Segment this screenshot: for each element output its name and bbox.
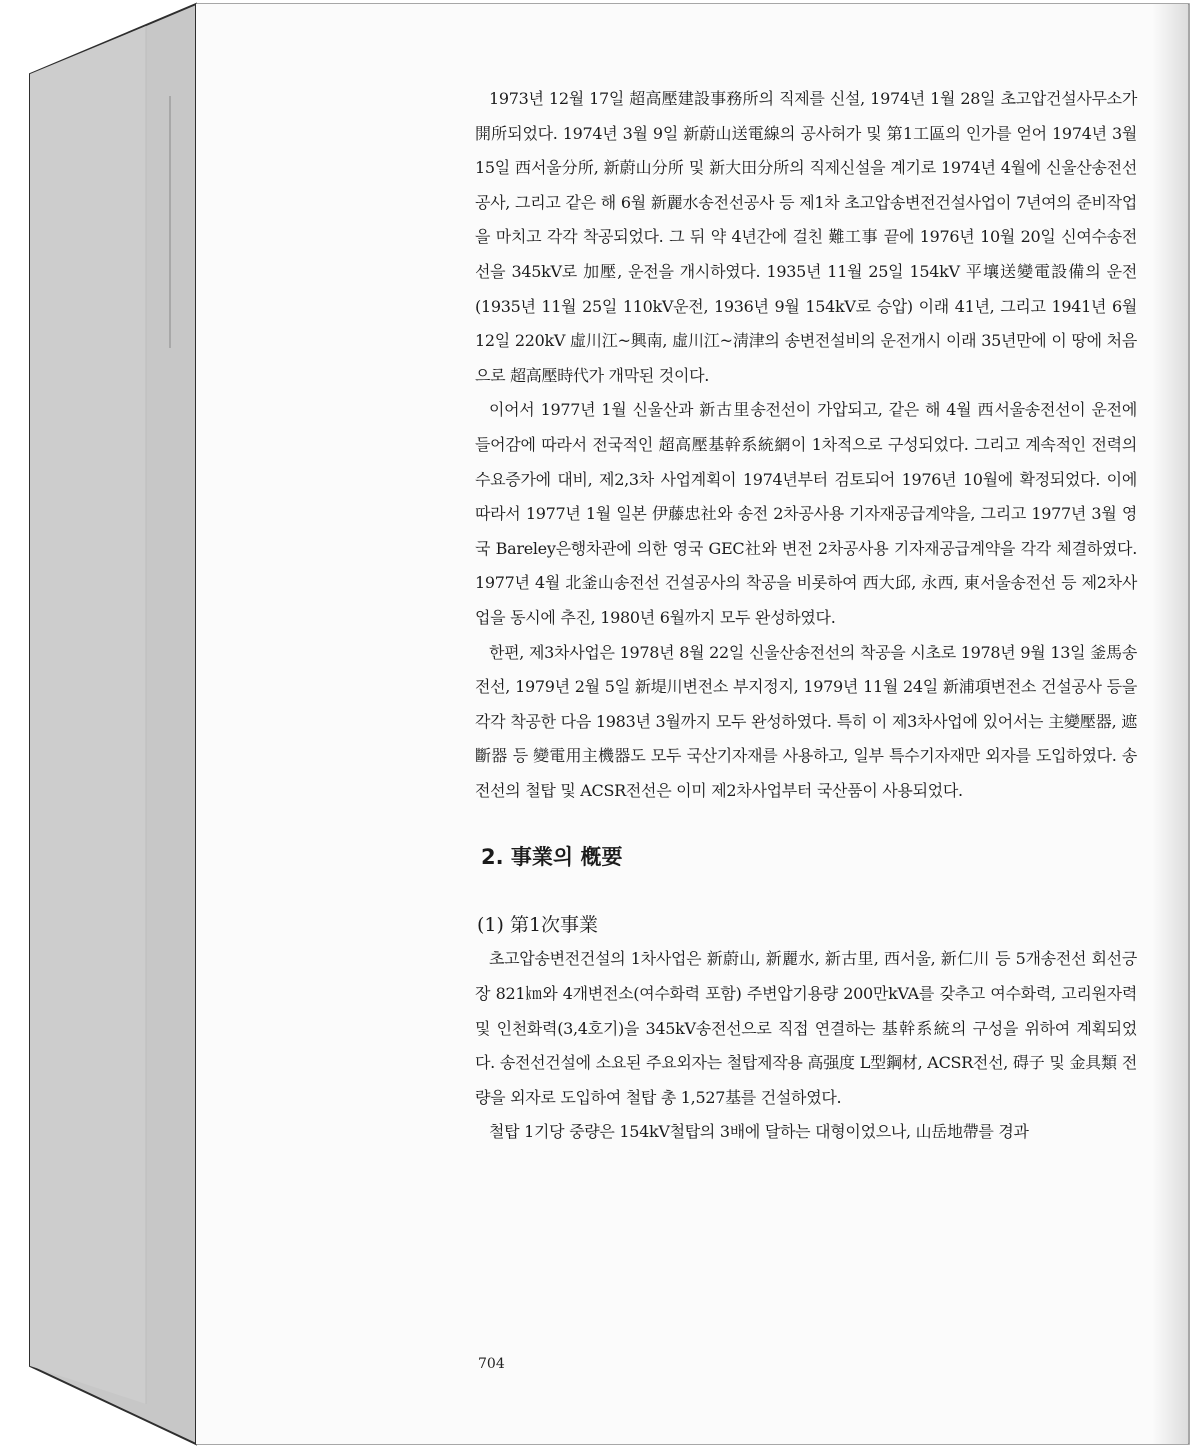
paragraph-5: 철탑 1기당 중량은 154kV철탑의 3배에 달하는 대형이었으나, 山岳地帶를 경과 [489,1122,1029,1142]
subsection-heading: (1) 第1次事業 [477,914,599,937]
paragraph-2: 이어서 1977년 1월 신울산과 新古里송전선이 가압되고, 같은 해 4월 西서울송전선이 운전에 들어감에 따라서 전국적인 超高壓基幹系統網이 1차적으로 구성되었다. 그리고 계속적인 전력의 수요증가에 대비, 제2,3차 사업계획이 1974년부터 검토되어 1976년 10월에 확정되었다. 이에 따라서 1977년 1월 일본 伊藤忠社와 송전 2차공사용 기자재공급계약을, 그리고 1977년 3월 영국 Bareley은행차관에 의한 영국 GEC社와 변전 2차공사용 기자재공급계약을 각각 체결하였다. 1977년 4월 北釜山송전선 건설공사의 착공을 비롯하여 西大邱, 永西, 東서울송전선 등 제2차사업을 동시에 추진, 1980년 6월까지 모두 완성하였다. [475,400,1137,627]
paragraph-4: 초고압송변전건설의 1차사업은 新蔚山, 新麗水, 新古里, 西서울, 新仁川 등 5개송전선 회선긍장 821㎞와 4개변전소(여수화력 포함) 주변압기용량 200만kVA를 갖추고 여수화력, 고리원자력 및 인천화력(3,4호기)을 345kV송전선으로 직접 연결하는 基幹系統의 구성을 위하여 계획되었다. 송전선건설에 소요된 주요외자는 철탑제작용 高强度 L型鋼材, ACSR전선, 碍子 및 金具類 전량을 외자로 도입하여 철탑 총 1,527基를 건설하였다. [475,949,1137,1107]
page-gutter-shadow [1152,4,1188,1444]
paragraph-3: 한편, 제3차사업은 1978년 8월 22일 신울산송전선의 착공을 시초로 1978년 9월 13일 釜馬송전선, 1979년 2월 5일 新堤川변전소 부지정지, 1979년 11월 24일 新浦項변전소 건설공사 등을 각각 착공한 다음 1983년 3월까지 모두 완성하였다. 특히 이 제3차사업에 있어서는 主變壓器, 遮斷器 등 變電用主機器도 모두 국산기자재를 사용하고, 일부 특수기자재만 외자를 도입하였다. 송전선의 철탑 및 ACSR전선은 이미 제2차사업부터 국산품이 사용되었다. [475,642,1137,800]
paragraph-1: 1973년 12월 17일 超高壓建設事務所의 직제를 신설, 1974년 1월 28일 초고압건설사무소가 開所되었다. 1974년 3월 9일 新蔚山送電線의 공사허가 및 第1工區의 인가를 얻어 1974년 3월 15일 西서울分所, 新蔚山分所 및 新大田分所의 직제신설을 계기로 1974년 4월에 신울산송전선공사, 그리고 같은 해 6월 新麗水송전선공사 등 제1차 초고압송변전건설사업이 7년여의 준비작업을 마치고 각각 착공되었다. 그 뒤 약 4년간에 걸친 難工事 끝에 1976년 10월 20일 신여수송전선을 345kV로 加壓, 운전을 개시하였다. 1935년 11월 25일 154kV 平壤送變電設備의 운전(1935년 11월 25일 110kV운전, 1936년 9월 154kV로 승압) 이래 41년, 그리고 1941년 6월 12일 220kV 虛川江~興南, 虛川江~淸津의 송변전설비의 운전개시 이래 35년만에 이 땅에 처음으로 超高壓時代가 개막된 것이다. [475,89,1137,385]
book-spine-highlight [30,26,146,1404]
section-heading: 2. 事業의 槪要 [481,845,623,870]
page-number: 704 [478,1356,505,1372]
page-body-text [475,82,1137,1150]
